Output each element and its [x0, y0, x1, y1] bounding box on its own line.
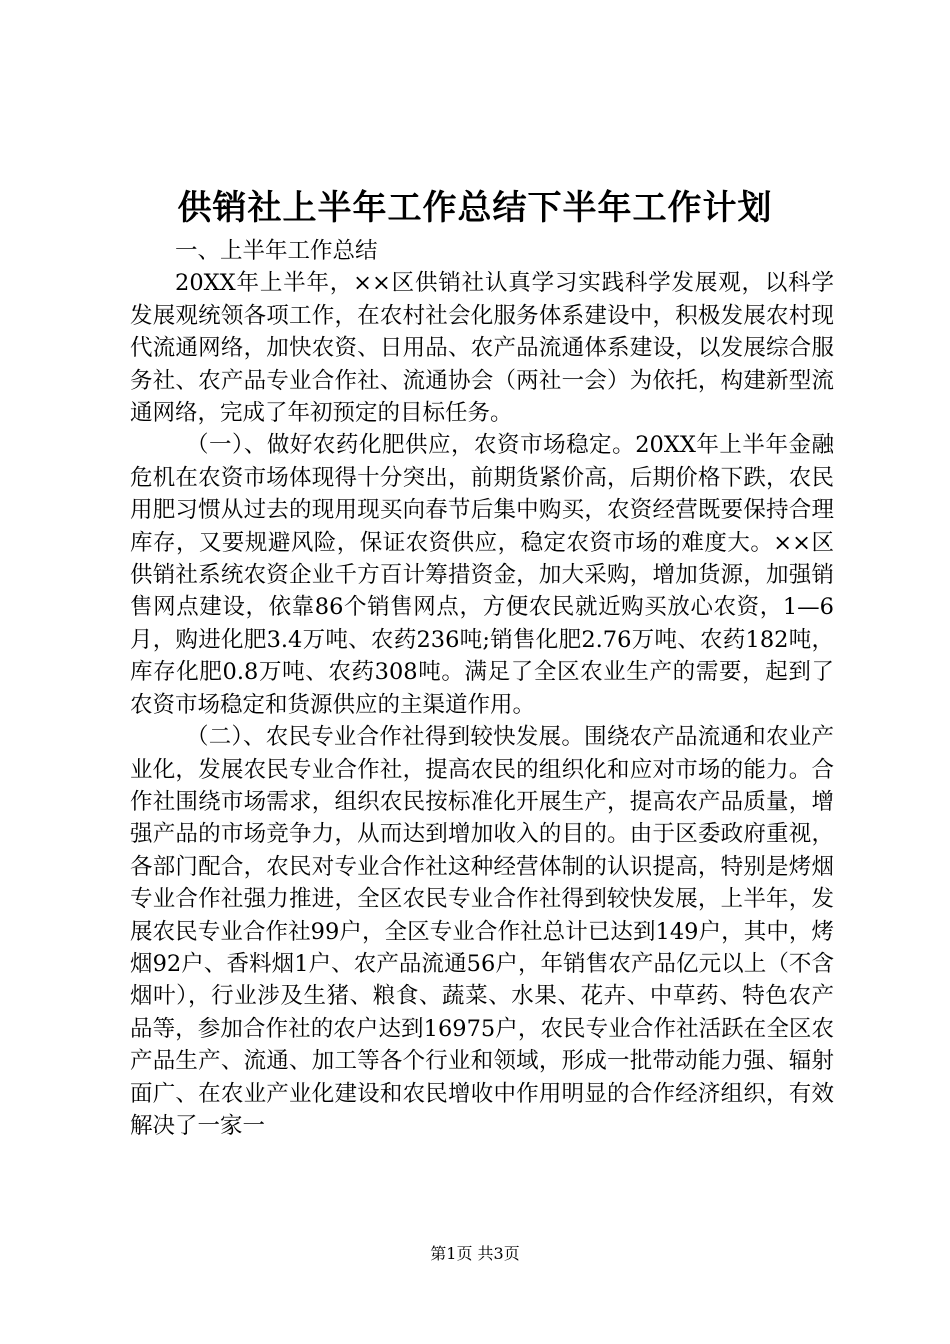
- paragraph-item-1: （一）、做好农药化肥供应，农资市场稳定。20XX年上半年金融危机在农资市场体现得十分突出，前期货紧价高，后期价格下跌，农民用肥习惯从过去的现用现买向春节后集中购买，农资经营既要保持合理库存，又要规避风险，保证农资供应，稳定农资市场的难度大。××区供销社系统农资企业千方百计筹措资金，加大采购，增加货源，加强销售网点建设，依靠86个销售网点，方便农民就近购买放心农资，1—6月，购进化肥3.4万吨、农药236吨;销售化肥2.76万吨、农药182吨，库存化肥0.8万吨、农药308吨。满足了全区农业生产的需要，起到了农资市场稳定和货源供应的主渠道作用。: [130, 432, 834, 718]
- paragraph-item-2: （二）、农民专业合作社得到较快发展。围绕农产品流通和农业产业化，发展农民专业合作社，提高农民的组织化和应对市场的能力。合作社围绕市场需求，组织农民按标准化开展生产，提高农产品质量，增强产品的市场竞争力，从而达到增加收入的目的。由于区委政府重视，各部门配合，农民对专业合作社这种经营体制的认识提高，特别是烤烟专业合作社强力推进，全区农民专业合作社得到较快发展，上半年，发展农民专业合作社99户，全区专业合作社总计已达到149户，其中，烤烟92户、香料烟1户、农产品流通56户，年销售农产品亿元以上（不含烟叶），行业涉及生猪、粮食、蔬菜、水果、花卉、中草药、特色农产品等，参加合作社的农户达到16975户，农民专业合作社活跃在全区农产品生产、流通、加工等各个行业和领域，形成一批带动能力强、辐射面广、在农业产业化建设和农民增收中作用明显的合作经济组织，有效解决了一家一: [130, 724, 834, 1139]
- document-body: [130, 235, 834, 1142]
- section-heading: 一、上半年工作总结: [175, 238, 378, 264]
- page-footer: 第1页 共3页: [430, 1244, 520, 1263]
- paragraph-intro: 20XX年上半年，××区供销社认真学习实践科学发展观，以科学发展观统领各项工作，在农村社会化服务体系建设中，积极发展农村现代流通网络，加快农资、日用品、农产品流通体系建设，以发展综合服务社、农产品专业合作社、流通协会（两社一会）为依托，构建新型流通网络，完成了年初预定的目标任务。: [130, 270, 834, 427]
- page-title: 供销社上半年工作总结下半年工作计划: [177, 188, 773, 228]
